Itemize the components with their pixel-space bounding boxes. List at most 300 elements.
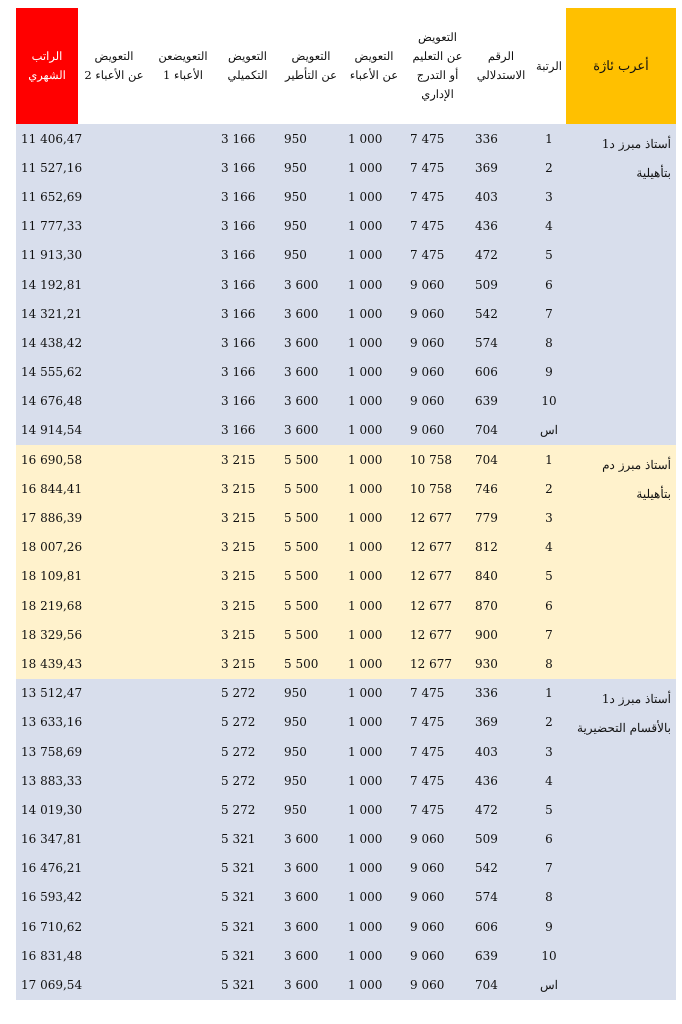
index-cell: 639 — [470, 941, 532, 970]
index-cell: 606 — [470, 912, 532, 941]
rank-cell: 1 — [532, 679, 566, 708]
burden1-cell — [150, 679, 216, 708]
supervision-cell: 5 500 — [279, 503, 343, 532]
header-salary — [16, 8, 78, 124]
index-cell: 542 — [470, 299, 532, 328]
index-cell: 336 — [470, 679, 532, 708]
burden1-cell — [150, 328, 216, 357]
burden-cell: 1 000 — [343, 416, 405, 445]
supervision-cell: 5 500 — [279, 445, 343, 474]
burden-cell: 1 000 — [343, 387, 405, 416]
burden1-cell — [150, 941, 216, 970]
rank-cell: 5 — [532, 562, 566, 591]
index-cell: 509 — [470, 825, 532, 854]
burden-cell: 1 000 — [343, 358, 405, 387]
education-cell: 9 060 — [405, 912, 470, 941]
header-supervision — [279, 8, 343, 124]
salary-cell: 16 690,58 — [16, 445, 78, 474]
education-cell: 9 060 — [405, 299, 470, 328]
education-cell: 12 677 — [405, 620, 470, 649]
header-row — [16, 8, 676, 124]
supervision-cell: 5 500 — [279, 620, 343, 649]
burden-cell: 1 000 — [343, 912, 405, 941]
burden1-cell — [150, 182, 216, 211]
header-salary-line: الشهري — [28, 68, 66, 82]
table-row — [16, 124, 676, 153]
supervision-cell: 950 — [279, 153, 343, 182]
burden2-cell — [78, 708, 150, 737]
complementary-cell: 5 272 — [216, 679, 279, 708]
burden-cell: 1 000 — [343, 241, 405, 270]
rank-cell: 10 — [532, 941, 566, 970]
salary-cell: 18 109,81 — [16, 562, 78, 591]
education-cell: 10 758 — [405, 474, 470, 503]
index-cell: 369 — [470, 153, 532, 182]
burden2-cell — [78, 737, 150, 766]
rank-cell: 3 — [532, 503, 566, 532]
complementary-cell: 5 272 — [216, 737, 279, 766]
burden-cell: 1 000 — [343, 503, 405, 532]
burden2-cell — [78, 591, 150, 620]
supervision-cell: 3 600 — [279, 912, 343, 941]
burden1-cell — [150, 241, 216, 270]
supervision-cell: 3 600 — [279, 854, 343, 883]
salary-cell: 11 652,69 — [16, 182, 78, 211]
rank-cell: 3 — [532, 182, 566, 211]
header-rank-label: الرتبة — [536, 58, 562, 73]
rank-cell: 4 — [532, 766, 566, 795]
burden2-cell — [78, 124, 150, 153]
education-cell: 9 060 — [405, 941, 470, 970]
burden-cell: 1 000 — [343, 270, 405, 299]
burden-cell: 1 000 — [343, 533, 405, 562]
index-cell: 574 — [470, 328, 532, 357]
education-cell: 7 475 — [405, 708, 470, 737]
rank-cell: 5 — [532, 795, 566, 824]
education-cell: 7 475 — [405, 241, 470, 270]
burden1-cell — [150, 591, 216, 620]
burden1-cell — [150, 708, 216, 737]
header-complementary — [216, 8, 279, 124]
header-supervision-line: عن التأطير — [285, 68, 337, 82]
burden1-cell — [150, 474, 216, 503]
salary-cell: 13 758,69 — [16, 737, 78, 766]
header-education — [405, 8, 470, 124]
rank-cell: 2 — [532, 474, 566, 503]
burden1-cell — [150, 270, 216, 299]
rank-cell: اس — [532, 970, 566, 999]
index-cell: 930 — [470, 649, 532, 678]
burden1-cell — [150, 387, 216, 416]
header-education-line: التعويض — [418, 30, 457, 44]
burden-cell: 1 000 — [343, 679, 405, 708]
rank-cell: 6 — [532, 591, 566, 620]
burden2-cell — [78, 679, 150, 708]
header-burden1-line: الأعباء 1 — [163, 68, 203, 82]
burden2-cell — [78, 212, 150, 241]
header-burden2-line: عن الأعباء 2 — [84, 68, 144, 82]
salary-cell: 14 555,62 — [16, 358, 78, 387]
salary-cell: 16 844,41 — [16, 474, 78, 503]
complementary-cell: 3 215 — [216, 562, 279, 591]
supervision-cell: 3 600 — [279, 970, 343, 999]
education-cell: 7 475 — [405, 124, 470, 153]
burden2-cell — [78, 825, 150, 854]
index-cell: 606 — [470, 358, 532, 387]
burden-cell: 1 000 — [343, 649, 405, 678]
burden-cell: 1 000 — [343, 182, 405, 211]
salary-cell: 14 192,81 — [16, 270, 78, 299]
header-burden1-line: التعويضعن — [158, 49, 208, 63]
supervision-cell: 950 — [279, 182, 343, 211]
complementary-cell: 3 215 — [216, 533, 279, 562]
header-burden2 — [78, 8, 150, 124]
education-cell: 9 060 — [405, 387, 470, 416]
salary-cell: 11 913,30 — [16, 241, 78, 270]
burden1-cell — [150, 562, 216, 591]
rank-cell: 4 — [532, 212, 566, 241]
index-cell: 704 — [470, 416, 532, 445]
burden-cell: 1 000 — [343, 970, 405, 999]
header-burden — [343, 8, 405, 124]
rank-cell: 8 — [532, 328, 566, 357]
salary-cell: 13 633,16 — [16, 708, 78, 737]
index-cell: 436 — [470, 212, 532, 241]
rank-cell: 6 — [532, 270, 566, 299]
burden2-cell — [78, 153, 150, 182]
education-cell: 7 475 — [405, 212, 470, 241]
education-cell: 9 060 — [405, 854, 470, 883]
burden1-cell — [150, 416, 216, 445]
burden2-cell — [78, 533, 150, 562]
supervision-cell: 5 500 — [279, 591, 343, 620]
supervision-cell: 5 500 — [279, 533, 343, 562]
rank-cell: 7 — [532, 854, 566, 883]
education-cell: 7 475 — [405, 679, 470, 708]
rank-cell: 2 — [532, 708, 566, 737]
complementary-cell: 3 166 — [216, 124, 279, 153]
burden1-cell — [150, 358, 216, 387]
burden2-cell — [78, 766, 150, 795]
index-cell: 574 — [470, 883, 532, 912]
burden2-cell — [78, 795, 150, 824]
salary-cell: 16 831,48 — [16, 941, 78, 970]
complementary-cell: 3 215 — [216, 649, 279, 678]
burden1-cell — [150, 503, 216, 532]
burden1-cell — [150, 795, 216, 824]
salary-cell: 14 676,48 — [16, 387, 78, 416]
header-complementary-line: التكميلي — [227, 68, 268, 82]
supervision-cell: 950 — [279, 766, 343, 795]
burden-cell: 1 000 — [343, 212, 405, 241]
rank-cell: 7 — [532, 620, 566, 649]
rank-cell: 2 — [532, 153, 566, 182]
education-cell: 7 475 — [405, 153, 470, 182]
burden2-cell — [78, 270, 150, 299]
supervision-cell: 3 600 — [279, 416, 343, 445]
salary-cell: 16 476,21 — [16, 854, 78, 883]
complementary-cell: 3 166 — [216, 241, 279, 270]
burden-cell: 1 000 — [343, 474, 405, 503]
education-cell: 9 060 — [405, 328, 470, 357]
burden2-cell — [78, 941, 150, 970]
burden-cell: 1 000 — [343, 941, 405, 970]
index-cell: 704 — [470, 445, 532, 474]
burden2-cell — [78, 912, 150, 941]
header-index — [470, 8, 532, 124]
header-education-line: الإداري — [421, 87, 454, 101]
burden2-cell — [78, 503, 150, 532]
education-cell: 7 475 — [405, 766, 470, 795]
education-cell: 7 475 — [405, 737, 470, 766]
complementary-cell: 3 215 — [216, 445, 279, 474]
salary-cell: 17 886,39 — [16, 503, 78, 532]
rank-cell: 8 — [532, 649, 566, 678]
burden1-cell — [150, 445, 216, 474]
complementary-cell: 5 272 — [216, 708, 279, 737]
burden1-cell — [150, 912, 216, 941]
index-cell: 472 — [470, 795, 532, 824]
education-cell: 9 060 — [405, 358, 470, 387]
supervision-cell: 3 600 — [279, 883, 343, 912]
index-cell: 542 — [470, 854, 532, 883]
complementary-cell: 5 321 — [216, 970, 279, 999]
complementary-cell: 3 215 — [216, 591, 279, 620]
education-cell: 12 677 — [405, 533, 470, 562]
header-burden-line: عن الأعباء — [349, 68, 399, 82]
supervision-cell: 3 600 — [279, 299, 343, 328]
complementary-cell: 3 215 — [216, 474, 279, 503]
salary-cell: 13 883,33 — [16, 766, 78, 795]
burden-cell: 1 000 — [343, 299, 405, 328]
burden2-cell — [78, 474, 150, 503]
burden1-cell — [150, 854, 216, 883]
education-cell: 7 475 — [405, 795, 470, 824]
supervision-cell: 950 — [279, 679, 343, 708]
burden1-cell — [150, 153, 216, 182]
supervision-cell: 3 600 — [279, 825, 343, 854]
complementary-cell: 3 166 — [216, 182, 279, 211]
burden-cell: 1 000 — [343, 445, 405, 474]
supervision-cell: 5 500 — [279, 474, 343, 503]
header-category — [566, 8, 676, 124]
supervision-cell: 950 — [279, 124, 343, 153]
salary-cell: 13 512,47 — [16, 679, 78, 708]
salary-cell: 11 777,33 — [16, 212, 78, 241]
salary-cell: 18 329,56 — [16, 620, 78, 649]
complementary-cell: 3 166 — [216, 416, 279, 445]
complementary-cell: 5 321 — [216, 883, 279, 912]
burden1-cell — [150, 212, 216, 241]
index-cell: 704 — [470, 970, 532, 999]
education-cell: 12 677 — [405, 562, 470, 591]
complementary-cell: 3 215 — [216, 620, 279, 649]
complementary-cell: 5 321 — [216, 825, 279, 854]
category-cell: أستاذ مبرز د1 بالأقسام التحضيرية — [566, 679, 676, 1000]
burden-cell: 1 000 — [343, 708, 405, 737]
supervision-cell: 3 600 — [279, 328, 343, 357]
index-cell: 840 — [470, 562, 532, 591]
table-row — [16, 679, 676, 708]
complementary-cell: 3 166 — [216, 299, 279, 328]
index-cell: 403 — [470, 737, 532, 766]
complementary-cell: 3 166 — [216, 153, 279, 182]
education-cell: 9 060 — [405, 883, 470, 912]
burden1-cell — [150, 766, 216, 795]
supervision-cell: 950 — [279, 737, 343, 766]
index-cell: 436 — [470, 766, 532, 795]
complementary-cell: 3 166 — [216, 212, 279, 241]
burden2-cell — [78, 387, 150, 416]
complementary-cell: 3 215 — [216, 503, 279, 532]
rank-cell: 7 — [532, 299, 566, 328]
supervision-cell: 3 600 — [279, 270, 343, 299]
burden1-cell — [150, 970, 216, 999]
category-cell: أستاذ مبرز دم بتأهيلية — [566, 445, 676, 679]
salary-table — [16, 8, 676, 1000]
burden-cell: 1 000 — [343, 737, 405, 766]
burden2-cell — [78, 649, 150, 678]
complementary-cell: 3 166 — [216, 328, 279, 357]
index-cell: 812 — [470, 533, 532, 562]
rank-cell: 6 — [532, 825, 566, 854]
complementary-cell: 5 321 — [216, 854, 279, 883]
burden-cell: 1 000 — [343, 825, 405, 854]
salary-cell: 14 019,30 — [16, 795, 78, 824]
burden1-cell — [150, 299, 216, 328]
salary-cell: 16 593,42 — [16, 883, 78, 912]
table-body — [16, 124, 676, 1000]
rank-cell: 1 — [532, 124, 566, 153]
supervision-cell: 3 600 — [279, 358, 343, 387]
education-cell: 9 060 — [405, 970, 470, 999]
burden-cell: 1 000 — [343, 883, 405, 912]
burden1-cell — [150, 124, 216, 153]
rank-cell: 3 — [532, 737, 566, 766]
complementary-cell: 3 166 — [216, 358, 279, 387]
burden2-cell — [78, 299, 150, 328]
supervision-cell: 3 600 — [279, 387, 343, 416]
salary-table-container — [16, 8, 676, 1000]
education-cell: 9 060 — [405, 416, 470, 445]
rank-cell: 5 — [532, 241, 566, 270]
salary-cell: 11 406,47 — [16, 124, 78, 153]
salary-cell: 18 219,68 — [16, 591, 78, 620]
education-cell: 12 677 — [405, 591, 470, 620]
rank-cell: 8 — [532, 883, 566, 912]
index-cell: 369 — [470, 708, 532, 737]
salary-cell: 18 439,43 — [16, 649, 78, 678]
complementary-cell: 3 166 — [216, 270, 279, 299]
burden2-cell — [78, 970, 150, 999]
burden2-cell — [78, 883, 150, 912]
header-burden-line: التعويض — [354, 49, 394, 63]
header-index-line: الاستدلالي — [476, 68, 526, 82]
burden-cell: 1 000 — [343, 795, 405, 824]
complementary-cell: 5 321 — [216, 941, 279, 970]
header-rank — [532, 8, 566, 124]
burden2-cell — [78, 241, 150, 270]
complementary-cell: 5 272 — [216, 795, 279, 824]
header-index-line: الرقم — [487, 49, 515, 63]
salary-cell: 16 347,81 — [16, 825, 78, 854]
salary-cell: 14 438,42 — [16, 328, 78, 357]
education-cell: 10 758 — [405, 445, 470, 474]
index-cell: 472 — [470, 241, 532, 270]
burden1-cell — [150, 533, 216, 562]
rank-cell: 10 — [532, 387, 566, 416]
index-cell: 900 — [470, 620, 532, 649]
index-cell: 746 — [470, 474, 532, 503]
burden2-cell — [78, 328, 150, 357]
header-burden2-line: التعويض — [94, 49, 134, 63]
supervision-cell: 5 500 — [279, 562, 343, 591]
header-burden1 — [150, 8, 216, 124]
burden-cell: 1 000 — [343, 854, 405, 883]
burden2-cell — [78, 854, 150, 883]
header-education-line: عن التعليم — [412, 49, 463, 63]
education-cell: 12 677 — [405, 503, 470, 532]
burden1-cell — [150, 620, 216, 649]
burden-cell: 1 000 — [343, 620, 405, 649]
rank-cell: اس — [532, 416, 566, 445]
header-complementary-line: التعويض — [228, 49, 267, 63]
rank-cell: 9 — [532, 358, 566, 387]
burden2-cell — [78, 358, 150, 387]
header-education-line: أو التدرج — [416, 68, 459, 82]
complementary-cell: 5 272 — [216, 766, 279, 795]
burden1-cell — [150, 737, 216, 766]
index-cell: 639 — [470, 387, 532, 416]
burden-cell: 1 000 — [343, 328, 405, 357]
supervision-cell: 3 600 — [279, 941, 343, 970]
index-cell: 870 — [470, 591, 532, 620]
education-cell: 7 475 — [405, 182, 470, 211]
salary-cell: 18 007,26 — [16, 533, 78, 562]
burden-cell: 1 000 — [343, 124, 405, 153]
burden-cell: 1 000 — [343, 562, 405, 591]
rank-cell: 9 — [532, 912, 566, 941]
index-cell: 779 — [470, 503, 532, 532]
salary-cell: 11 527,16 — [16, 153, 78, 182]
supervision-cell: 950 — [279, 241, 343, 270]
salary-cell: 14 321,21 — [16, 299, 78, 328]
burden2-cell — [78, 182, 150, 211]
supervision-cell: 950 — [279, 212, 343, 241]
burden-cell: 1 000 — [343, 766, 405, 795]
supervision-cell: 950 — [279, 795, 343, 824]
education-cell: 12 677 — [405, 649, 470, 678]
burden1-cell — [150, 649, 216, 678]
burden2-cell — [78, 620, 150, 649]
salary-cell: 17 069,54 — [16, 970, 78, 999]
index-cell: 403 — [470, 182, 532, 211]
salary-cell: 16 710,62 — [16, 912, 78, 941]
header-salary-line: الراتب — [31, 49, 63, 63]
supervision-cell: 5 500 — [279, 649, 343, 678]
complementary-cell: 3 166 — [216, 387, 279, 416]
burden-cell: 1 000 — [343, 591, 405, 620]
burden1-cell — [150, 825, 216, 854]
category-cell: أستاذ مبرز د1 بتأهيلية — [566, 124, 676, 445]
education-cell: 9 060 — [405, 270, 470, 299]
complementary-cell: 5 321 — [216, 912, 279, 941]
supervision-cell: 950 — [279, 708, 343, 737]
education-cell: 9 060 — [405, 825, 470, 854]
burden1-cell — [150, 883, 216, 912]
burden2-cell — [78, 445, 150, 474]
salary-cell: 14 914,54 — [16, 416, 78, 445]
